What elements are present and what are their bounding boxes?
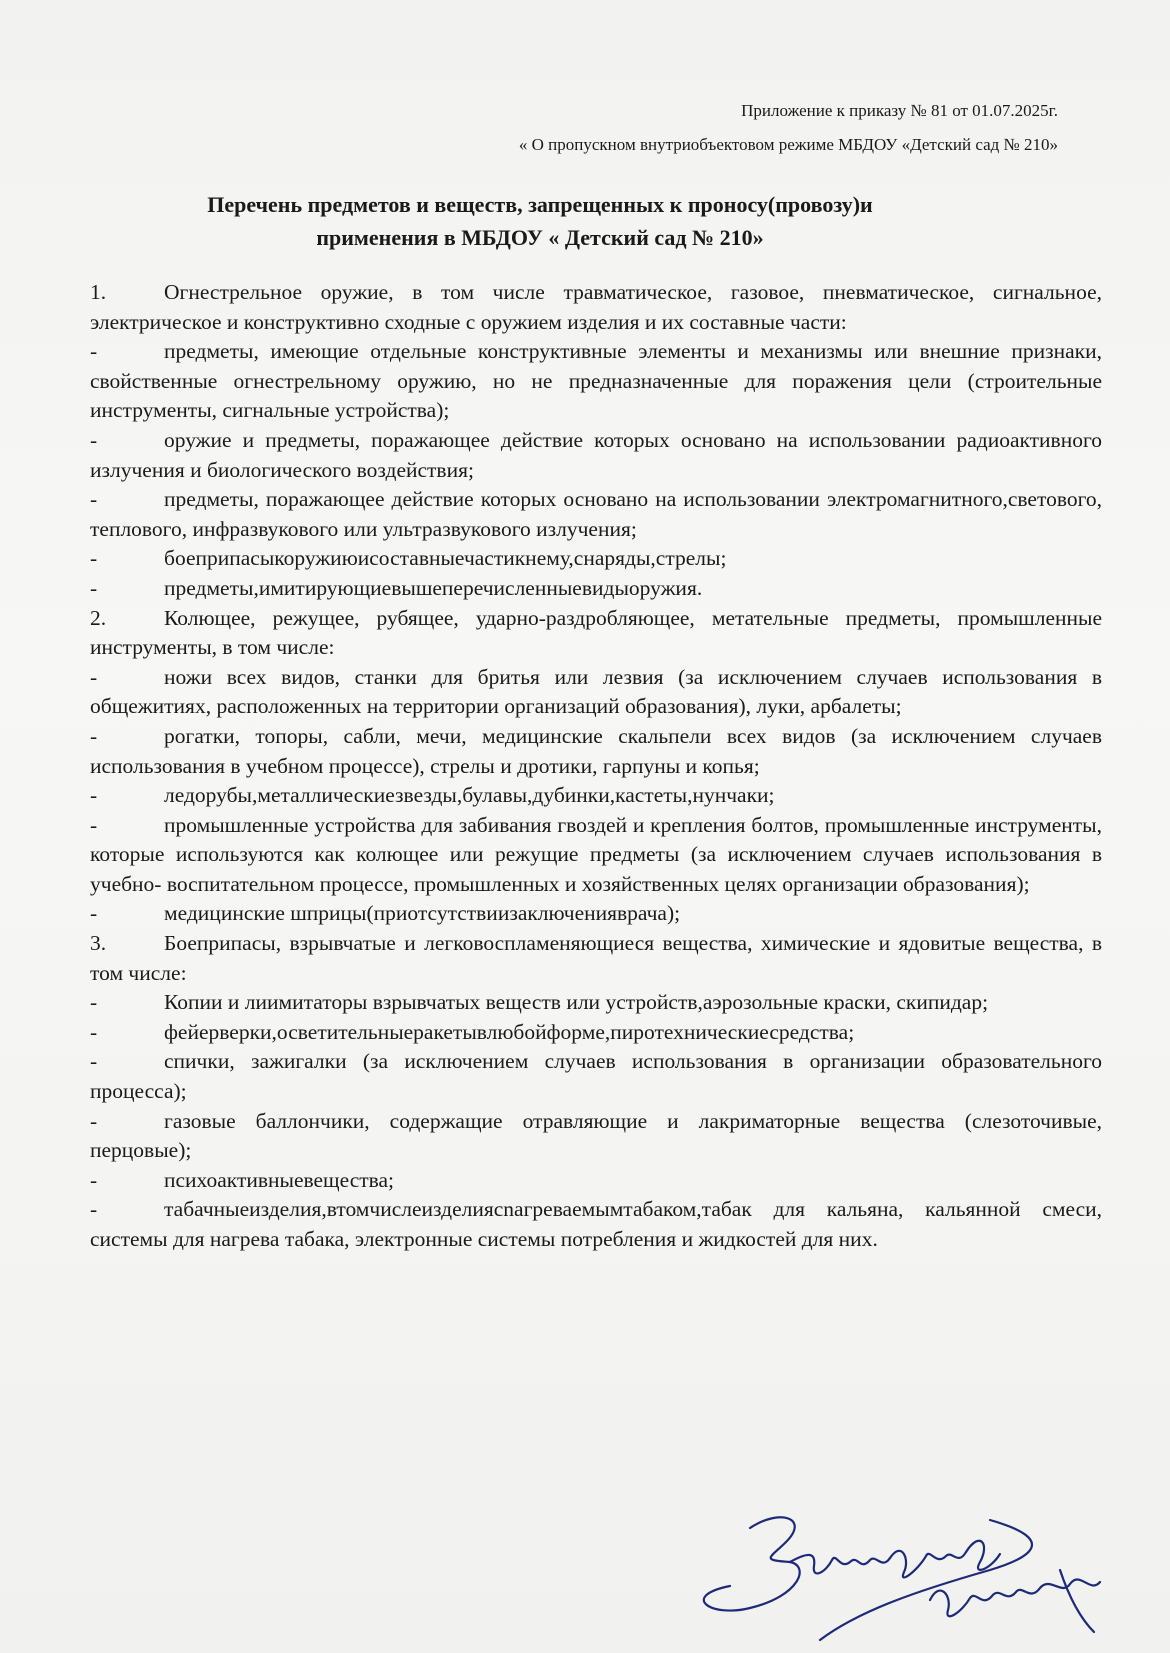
list-item-text: Огнестрельное оружие, в том числе травматическое, газовое, пневматическое, сигнальное, электрическое и конструктивно сходные с оружием изделия и их составные части:: [90, 280, 1102, 334]
list-item-marker: -: [90, 1019, 98, 1044]
list-item-marker: -: [90, 1167, 98, 1192]
list-item-text: спички, зажигалки (за исключением случаев использования в организации образовательного процесса);: [90, 1049, 1102, 1104]
list-item-text: рогатки, топоры, сабли, мечи, медицинские скальпели всех видов (за исключением случаев использования в учебном процессе), стрелы и дротики, гарпуны и копья;: [90, 723, 1102, 778]
list-item-marker: 1.: [90, 280, 107, 304]
list-item-text: медицинские шприцы(приотсутствиизаключенияврача);: [164, 901, 681, 926]
list-item-section: [90, 929, 1102, 988]
list-item-sub: [90, 899, 1102, 929]
list-item-sub: [90, 544, 1102, 574]
list-item-marker: -: [90, 783, 98, 808]
document-title: [90, 188, 990, 254]
list-item-sub: [90, 1018, 1102, 1048]
list-item-sub: [90, 663, 1102, 722]
list-item-text: ножи всех видов, станки для бритья или лезвия (за исключением случаев использования в общежитиях, расположенных на территории организаций образования), луки, арбалеты;: [90, 664, 1102, 719]
list-item-text: Боеприпасы, взрывчатые и легковоспламеняющиеся вещества, химические и ядовитые вещества, в том числе:: [90, 931, 1102, 985]
list-item-marker: 3.: [90, 931, 107, 956]
list-item-marker: -: [90, 427, 98, 452]
handwritten-signature: [690, 1500, 1130, 1650]
list-item-marker: -: [90, 487, 98, 512]
list-item-text: Колющее, режущее, рубящее, ударно-раздробляющее, метательные предметы, промышленные инструменты, в том числе:: [90, 605, 1102, 660]
list-item-text: оружие и предметы, поражающее действие которых основано на использовании радиоактивного излучения и биологического воздействия;: [90, 427, 1102, 482]
list-item-text: психоактивныевещества;: [164, 1167, 395, 1192]
list-item-sub: [90, 426, 1102, 485]
list-item-marker: -: [90, 901, 98, 926]
list-item-section: [90, 604, 1102, 663]
list-item-marker: -: [90, 1108, 98, 1133]
list-item-text: боеприпасыкоружиюисоставныечастикнему,снаряды,стрелы;: [164, 546, 727, 571]
order-reference-line-1: Приложение к приказу № 81 от 01.07.2025г.: [741, 101, 1058, 120]
list-item-text: промышленные устройства для забивания гвоздей и крепления болтов, промышленные инструменты, которые используются как колющее или режущие предметы (за исключением случаев использования в учебно- воспитательном процессе, промышленных и хозяйственных целях организации образования);: [90, 812, 1102, 896]
list-item-text: ледорубы,металлическиезвезды,булавы,дубинки,кастеты,нунчаки;: [164, 783, 775, 808]
list-item-sub: [90, 988, 1102, 1018]
signature-text: Заведующий Иринова: [690, 1500, 700, 1501]
order-reference-line-2: « О пропускном внутриобъектовом режиме МБДОУ «Детский сад № 210»: [518, 135, 1058, 154]
list-item-sub: [90, 781, 1102, 811]
list-item-marker: -: [90, 1197, 98, 1222]
list-item-text: Копии и лиимитаторы взрывчатых веществ или устройств,аэрозольные краски, скипидар;: [164, 990, 989, 1015]
list-item-sub: [90, 1107, 1102, 1166]
list-item-sub: [90, 337, 1102, 426]
list-item-sub: [90, 1047, 1102, 1106]
list-item-sub: [90, 485, 1102, 544]
list-item-text: фейерверки,осветительныеракетывлюбойформе,пиротехническиесредства;: [164, 1019, 855, 1044]
list-item-marker: -: [90, 339, 98, 364]
list-item-text: табачныеизделия,втомчислеизделиясnагреваемымтабаком,табак для кальяна, кальянной смеси, системы для нагрева табака, электронные системы потребления и жидкостей для них.: [90, 1197, 1102, 1251]
list-item-sub: [90, 574, 1102, 604]
list-item-text: предметы, поражающее действие которых основано на использовании электромагнитного,светового, теплового, инфразвукового или ультразвукового излучения;: [90, 487, 1102, 541]
list-item-sub: [90, 722, 1102, 781]
list-item-sub: [90, 811, 1102, 900]
list-item-sub: [90, 1195, 1102, 1254]
list-item-marker: 2.: [90, 605, 107, 630]
prohibited-items-list: [90, 278, 1102, 1255]
list-item-section: [90, 278, 1102, 337]
list-item-marker: -: [90, 664, 98, 689]
document-title-line-1: Перечень предметов и веществ, запрещенных к проносу(провозу)и: [207, 192, 873, 217]
list-item-marker: -: [90, 990, 98, 1015]
order-reference: [519, 94, 1058, 162]
list-item-sub: [90, 1166, 1102, 1196]
list-item-text: газовые баллончики, содержащие отравляющие и лакриматорные вещества (слезоточивые, перцовые);: [90, 1108, 1102, 1163]
list-item-text: предметы, имеющие отдельные конструктивные элементы и механизмы или внешние признаки, свойственные огнестрельному оружию, но не предназначенные для поражения цели (строительные инструменты, сигнальные устройства);: [90, 339, 1102, 423]
list-item-marker: -: [90, 575, 98, 600]
document-title-line-2: применения в МБДОУ « Детский сад № 210»: [316, 225, 764, 250]
list-item-text: предметы,имитирующиевышеперечисленныевидыоружия.: [164, 575, 703, 600]
list-item-marker: -: [90, 723, 98, 748]
list-item-marker: -: [90, 812, 98, 837]
list-item-marker: -: [90, 1049, 98, 1074]
list-item-marker: -: [90, 546, 98, 571]
